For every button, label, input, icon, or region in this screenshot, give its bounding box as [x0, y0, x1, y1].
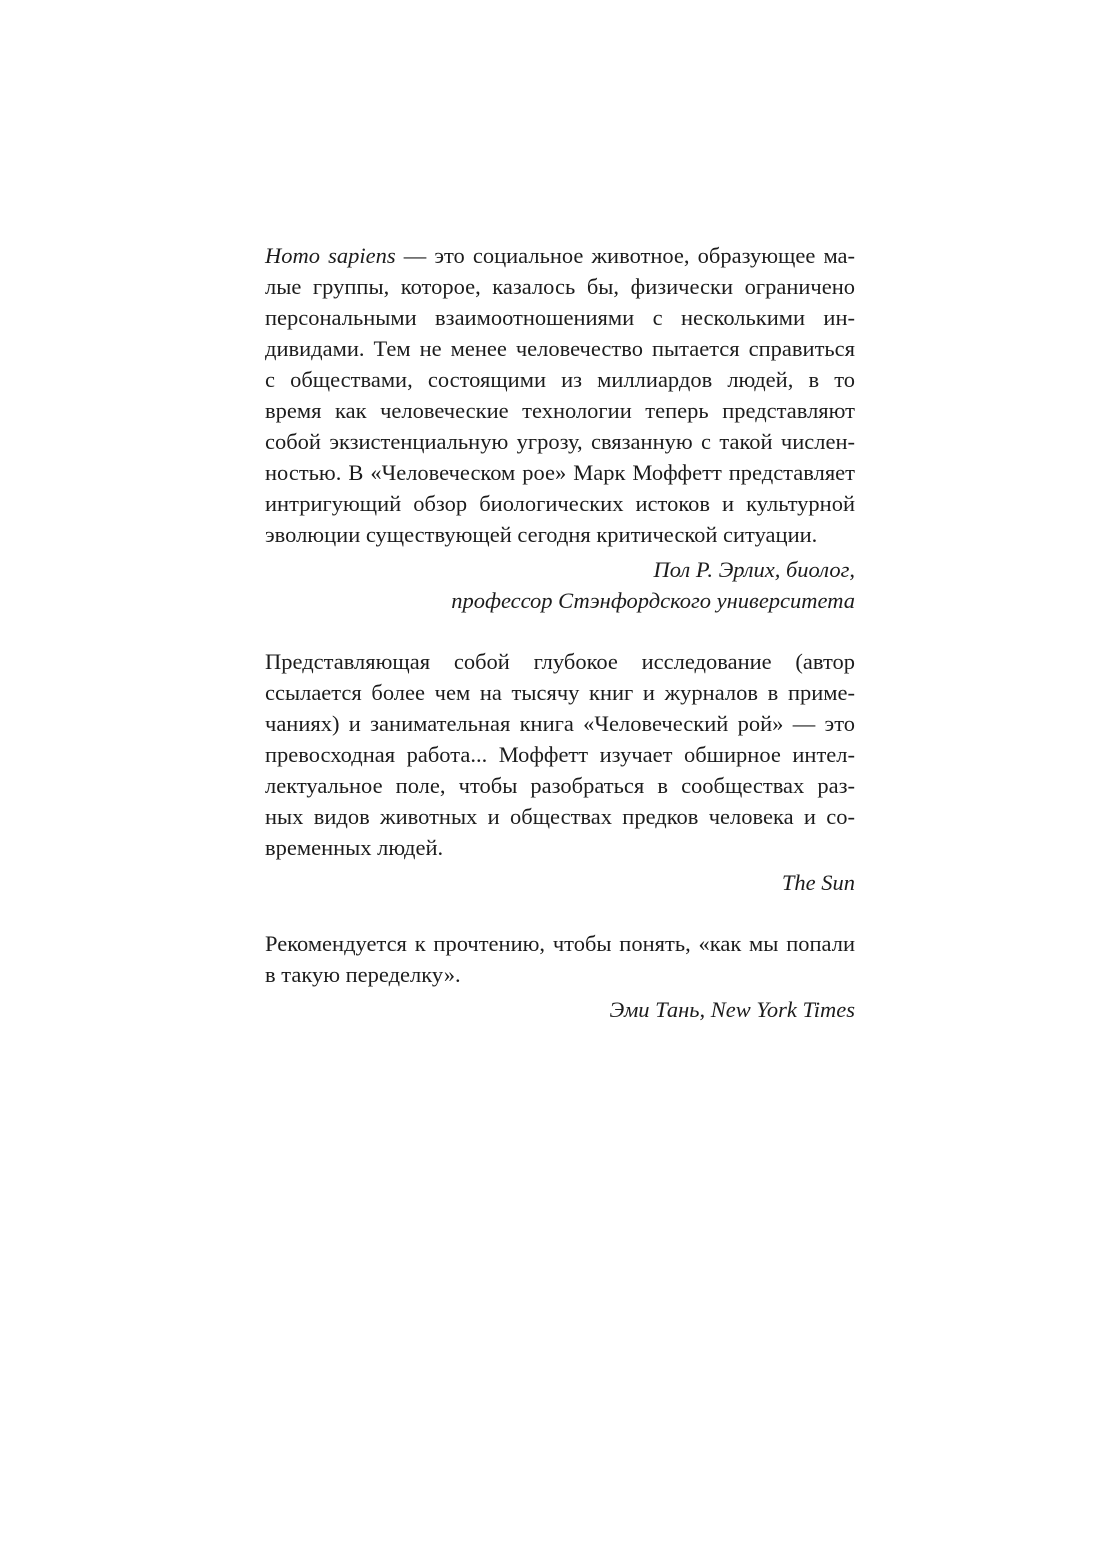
text-line	[265, 364, 855, 395]
text-segment: ных видов животных и обществах предков человека и со-	[265, 804, 855, 829]
text-segment: персональными взаимоотношениями с несколькими ин-	[265, 305, 855, 330]
text-line	[265, 677, 855, 708]
text-segment: Представляющая собой глубокое исследование (автор	[265, 649, 855, 674]
text-line	[265, 739, 855, 770]
text-segment: лые группы, которое, казалось бы, физически ограничено	[265, 274, 855, 299]
text-segment: The Sun	[781, 870, 855, 895]
text-line	[265, 770, 855, 801]
text-segment: Пол Р. Эрлих, биолог,	[653, 557, 855, 582]
text-segment: превосходная работа... Моффетт изучает обширное интел-	[265, 742, 855, 767]
text-line	[265, 488, 855, 519]
text-line	[265, 457, 855, 488]
text-segment: профессор Стэнфордского университета	[451, 588, 855, 613]
review-quote-2	[265, 646, 855, 863]
text-line	[265, 708, 855, 739]
text-column	[265, 240, 855, 1025]
text-line	[265, 959, 855, 990]
text-segment: ностью. В «Человеческом рое» Марк Моффетт представляет	[265, 460, 855, 485]
text-segment: — это социальное животное, образующее ма-	[395, 243, 856, 268]
text-line	[265, 994, 855, 1025]
text-line	[265, 554, 855, 585]
review-quote-1	[265, 240, 855, 550]
text-segment: эволюции существующей сегодня критической ситуации.	[265, 522, 818, 547]
text-segment: в такую переделку».	[265, 962, 461, 987]
text-line	[265, 426, 855, 457]
review-attribution-3	[265, 994, 855, 1025]
text-segment: интригующий обзор биологических истоков и культурной	[265, 491, 855, 516]
text-line	[265, 585, 855, 616]
text-line	[265, 240, 855, 271]
review-quote-3	[265, 928, 855, 990]
text-line	[265, 395, 855, 426]
text-segment: Рекомендуется к прочтению, чтобы понять, «как мы попали	[265, 931, 855, 956]
text-segment: собой экзистенциальную угрозу, связанную с такой числен-	[265, 429, 855, 454]
text-line	[265, 333, 855, 364]
review-attribution-1	[265, 554, 855, 616]
text-segment: дивидами. Тем не менее человечество пытается справиться	[265, 336, 855, 361]
text-line	[265, 832, 855, 863]
text-line	[265, 302, 855, 333]
text-segment: ссылается более чем на тысячу книг и журналов в приме-	[265, 680, 855, 705]
text-line	[265, 646, 855, 677]
text-segment: лектуальное поле, чтобы разобраться в сообществах раз-	[265, 773, 855, 798]
italic-text-segment: Homo sapiens	[265, 243, 396, 268]
text-segment: чаниях) и занимательная книга «Человеческий рой» — это	[265, 711, 855, 736]
review-attribution-2	[265, 867, 855, 898]
text-line	[265, 801, 855, 832]
text-line	[265, 519, 855, 550]
text-segment: временных людей.	[265, 835, 444, 860]
text-line	[265, 928, 855, 959]
text-line	[265, 867, 855, 898]
text-segment: Эми Тань, New York Times	[609, 997, 855, 1022]
text-segment: с обществами, состоящими из миллиардов людей, в то	[265, 367, 855, 392]
text-segment: время как человеческие технологии теперь представляют	[265, 398, 855, 423]
text-line	[265, 271, 855, 302]
